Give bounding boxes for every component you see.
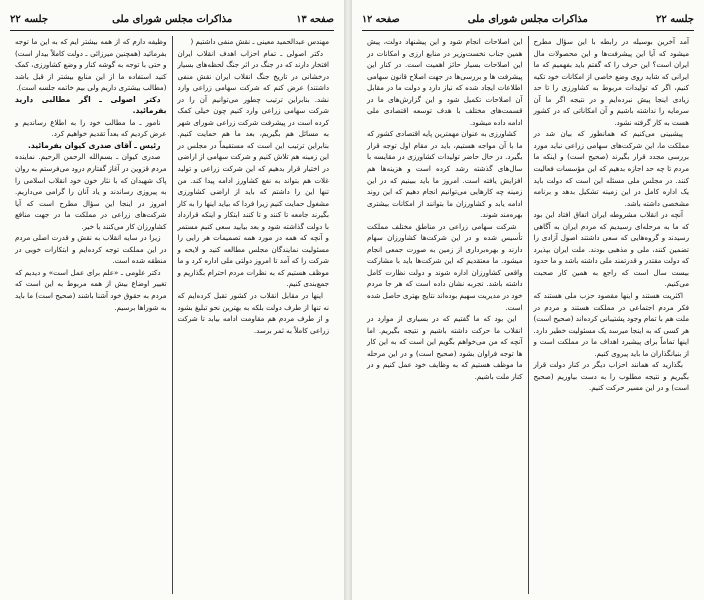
paragraph: وظیفه دارم که از همه بیشتر ایم که به این ما توجه بفرمائید (همچنین میرزائی ـ دولت کاملاً بیدار است) و حتی با توجه به گوشه کنار و وضع کشاورزی، کمک کنید استفاده ما از این منابع بیشتر از قبل باشد (مطالب بیشتری داریم ولی بیم خاتمه جلسه است). xyxy=(15,37,167,93)
left-page-columns xyxy=(10,36,334,594)
paragraph: این بود که ما گفتیم که در بسیاری از موارد در انقلاب ما حرکت داشته باشیم و نتیجه بگیریم. اما آنچه که من می‌خواهم بگویم این است که به این کار ها توجه فراوان بشود (صحیح است) و در این مرحله ما موظف هستیم که به وظایف خود عمل کنیم و در کنار ملت باشیم. xyxy=(367,314,523,381)
header-session: جلسه ۲۲ xyxy=(10,13,49,25)
paragraph: کشاورزی به عنوان مهمترین پایه اقتصادی کشور که ما با آن مواجه هستیم، باید در مقام اول توجه قرار بگیرد. در حال حاضر تولیدات کشاورزی در مقایسه با سال‌های گذشته رشد کرده است و هزینه‌ها هم افزایش یافته است. امروز ما باید ببینیم که در این زمینه چه کارهایی می‌توانیم انجام دهیم که این روند ادامه یابد و کشاورزان ما بتوانند از امکانات بیشتری بهره‌مند شوند. xyxy=(367,129,523,220)
right-page-header xyxy=(362,8,694,31)
header-title: مذاکرات مجلس شورای ملی xyxy=(112,13,233,25)
paragraph: آنچه در انقلاب مشروطه ایران اتفاق افتاد این بود که ما به مرحله‌ای رسیدیم که مردم ایران به آگاهی رسیدند و گروه‌هایی که سعی داشتند اصول آزادی را تضمین کنند، ملی و مذهبی بودند. ملت ایران بپذیرد که دولت مقتدر و قدرتمند ملی داشته باشد و ما حدود بیست سال است که راجع به همین کار صحبت می‌کنیم. xyxy=(533,210,689,289)
paragraph: شرکت سهامی زراعی در مناطق مختلف مملکت تأسیس شده و در این شرکت‌ها کشاورزان سهام دارند و بهره‌برداری از زمین به صورت جمعی انجام میشود. ما معتقدیم که این شرکت‌ها باید با مشارکت واقعی کشاورزان اداره شوند و دولت نظارت کامل داشته باشد. تجربه نشان داده است که هر جا مردم خود در مدیریت سهیم بوده‌اند نتایج بهتری حاصل شده است. xyxy=(367,221,523,312)
paragraph: بگذارید که همانند احزاب دیگر در کنار دولت قرار بگیریم و نتیجه مطلوب را به دست بیاوریم (صحیح است) و در این مسیر حرکت کنیم. xyxy=(533,360,689,393)
paragraph: آمد آخرین بوسیله در رابطه با این سؤال مطرح میشود که آیا این پیشرفت‌ها و این محصولات مال ایران است؟ این حرف را که گفتم باید بفهمیم که ما ایرانی که شاید روی وضع خاصی از امکانات خود تکیه کنیم، اگر که تولیدات مربوط به کشاورزی را تا حد زیادی اینجا پیش نبرده‌ایم و در نتیجه اگر ما آن سرمایه را نداشته باشیم و آن امکاناتی که در کشور هست به کار گرفته نشود. xyxy=(533,37,689,127)
text-column xyxy=(362,36,529,594)
header-title: مذاکرات مجلس شورای ملی xyxy=(467,13,588,25)
paragraph: این اصلاحات انجام شود و این پیشنهاد دولت، پیش همین جناب نخست‌وزیر در منابع ارزی و امکانات در این اصلاحات بسیار حائز اهمیت است. در کنار این پیشرفت ها و بررسی‌ها در جهت اصلاح قانون سهامی اطلاعات ایجاد شده که نیاز دارد و دولت ما در مقابل آن اصلاحات تکمیل شود و این گزارش‌های ما در قسمت‌های مختلف با هدف توسعه اقتصادی ملی ادامه داده میشود. xyxy=(367,37,523,127)
text-column xyxy=(529,36,695,594)
speaker-line: رئیس ـ آقای صدری کیوان بفرمائید. xyxy=(28,140,161,150)
text-column xyxy=(173,36,335,594)
book-gutter xyxy=(344,0,352,600)
paragraph: زیرا در سایه انقلاب به نقش و قدرت اصلی مردم در این مملکت توجه کرده‌ایم و ابتکارات خوبی در منطقه شده است. xyxy=(15,233,167,266)
paragraph: صدری کیوان ـ بسم‌الله الرحمن الرحیم. نماینده مردم قزوین در آغاز گفتارم درود می‌فرستم به روان پاک شهیدان که با نثار خون خود انقلاب اسلامی را به پیروزی رساندند و یاد آنان را گرامی می‌داریم. امروز در اینجا این سؤال مطرح است که آیا شرکت‌های زراعی در مملکت ما در جهت منافع کشاورزان کار می‌کنند یا خیر. xyxy=(15,152,167,231)
paragraph: اکثریت هستند و اینها مقصود حزب ملی هستند که فکر مردم اجتماعی در مملکت هستند و مردم در ملت هم با تمام وجود پشتیبانی کرده‌اند (صحیح است) هر کسی که به اینجا میرسد یک مسئولیت خطیر دارد. اینها تماماً برای پیشبرد اهداف ما در مملکت است و از بنیانگذاران ما باید پیروی کنیم. xyxy=(533,291,689,358)
paragraph: دکتر اصولی ـ تمام احزاب اهدف انقلاب ایران افتخار دارند که در جنگ در اثر جنگ لحظه‌های بسیار درخشانی در تاریخ جنگ انقلاب ایران نقش منفی داشتند) عرض کنم که شرکت سهامی زراعی وارد نشد. بنابراین ترتیب چطور می‌توانیم آن را در شرکت سهامی زراعی وارد کنیم چون خیلی کمک کرده است در پیشرفت شرکت زراعی شورای شهر به مسائل هم بگیریم، بعد ما هم حمایت کنیم. بنابراین ترتیب این است که مستقیماً در مجلس در این زمینه هم تلاش کنیم و شرکت سهامی از اراضی در اختیار قرار بدهیم که این شرکت زراعی و تولید غلات هم بتواند به نفع کشاورز ادامه پیدا کند. من تنها این را داشتم که باید از اراضی کشاورزی مشغول حمایت کنیم زیرا فردا که بیاید اینها را به کار بگیرند جامعه تا کنند و تا کنند ابتکار و اینکه قرارداد با دولت گذاشته شود و بعد بیایید سعی کنیم مستمر و آنچه که همه در مورد همه تصمیمات هر رایی را مسئولیت نمایندگان مجلس مطالعه کنید و لایحه و شرکت را که آمد تا امروز دولتی ملی اداره کرد و ما موظف هستیم که به نظرات مردم احترام بگذاریم و جمع‌بندی کنیم. xyxy=(177,48,329,289)
paragraph: دکتر علومی ـ «علم برای عمل است» و دیدیم که تغییر اوضاع بیش از همه مربوط به این است که مردم به حقوق خود آشنا باشند (صحیح است) ما باید به شوراها برسیم. xyxy=(15,267,167,312)
left-page xyxy=(0,0,344,600)
paragraph: نامور ـ ما مطالب خود را به اطلاع رساندیم و عرض کردیم که بعداً تقدیم خواهیم کرد. xyxy=(15,117,167,139)
header-session: جلسه ۲۲ xyxy=(655,13,694,25)
right-page-columns xyxy=(362,36,694,594)
left-page-header xyxy=(10,8,334,31)
page-number: صفحه ۱۲ xyxy=(362,13,400,25)
paragraph: اینها در مقابل انقلاب در کشور تقبل کرده‌ایم که نه تنها از طرف دولت بلکه به بهترین نحو تبلیغ بشود و از طرف مردم هم مقاومت ادامه بیابد تا شرکت زراعی کاملاً به ثمر برسد. xyxy=(177,291,329,335)
paragraph: مهندس عبدالحمید معینی ـ نقش منفی داشتیم ( xyxy=(190,37,329,46)
page-number: صفحه ۱۳ xyxy=(296,13,334,25)
paragraph: پیشبینی می‌کنیم که همانطور که بیان شد در مملکت ما، این شرکت‌های سهامی زراعی نباید مورد بررسی مجدد قرار بگیرند (صحیح است) و اینکه ما مردم تا چه حد اجازه بدهیم که این مؤسسات فعالیت کنند. در مجلس ملی مسئله این است که دولت باید یک اداره کامل در این زمینه تشکیل بدهد و برنامه مشخصی داشته باشد. xyxy=(533,129,689,208)
text-column xyxy=(10,36,173,594)
right-page xyxy=(352,0,704,600)
speaker-line: دکتر اصولی ـ اگر مطالبی دارید بفرمائید. xyxy=(15,94,167,116)
